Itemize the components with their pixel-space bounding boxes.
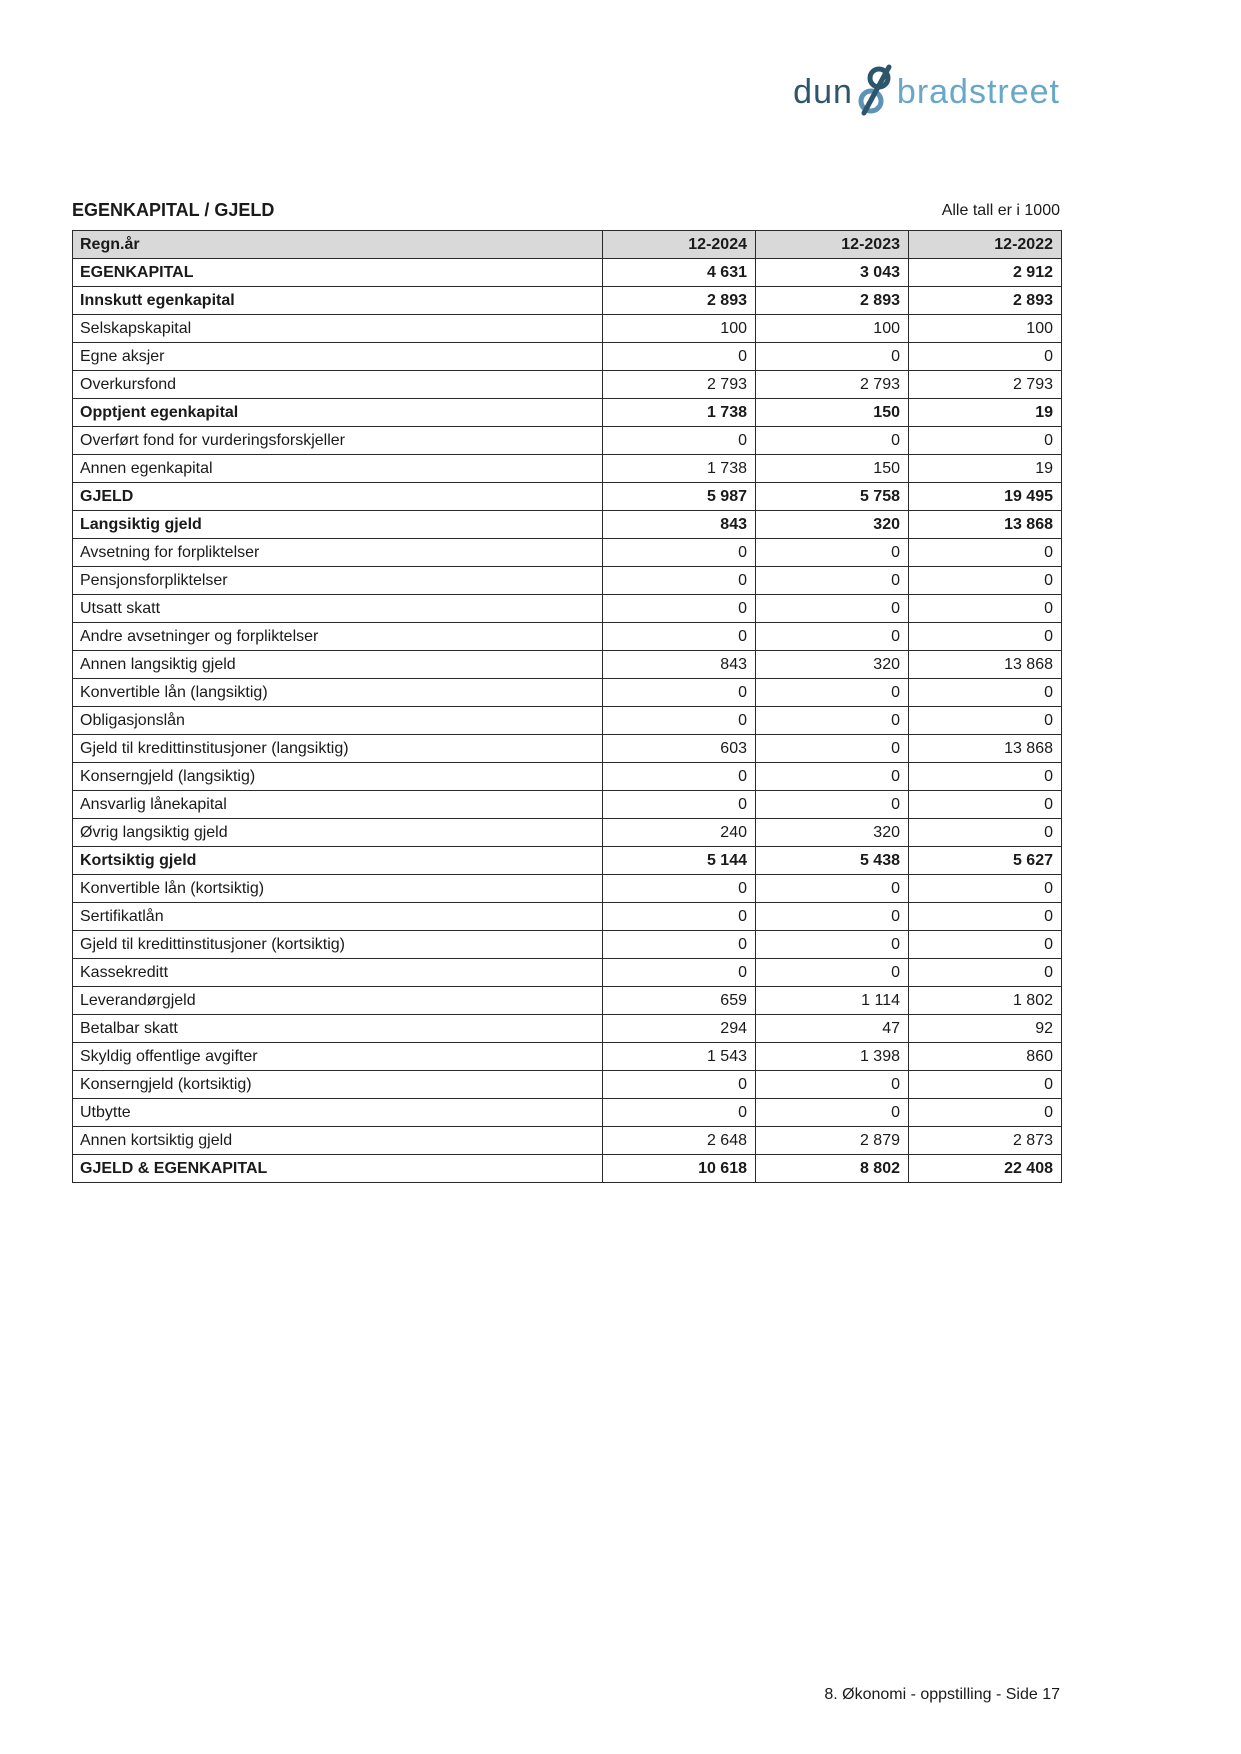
table-row	[73, 763, 1062, 791]
row-value: 2 793	[756, 371, 909, 399]
table-row	[73, 259, 1062, 287]
row-value: 0	[756, 931, 909, 959]
table-row	[73, 483, 1062, 511]
row-value: 1 738	[603, 455, 756, 483]
row-label: Obligasjonslån	[73, 707, 603, 735]
row-value: 5 987	[603, 483, 756, 511]
row-label: Konvertible lån (langsiktig)	[73, 679, 603, 707]
row-value: 0	[603, 1099, 756, 1127]
row-value: 0	[909, 819, 1062, 847]
row-value: 2 893	[909, 287, 1062, 315]
row-value: 0	[909, 791, 1062, 819]
table-row	[73, 1099, 1062, 1127]
row-value: 0	[909, 623, 1062, 651]
row-value: 100	[603, 315, 756, 343]
row-value: 1 398	[756, 1043, 909, 1071]
header-year-cell: 12-2024	[603, 231, 756, 259]
row-label: Utsatt skatt	[73, 595, 603, 623]
row-value: 0	[756, 735, 909, 763]
table-row	[73, 819, 1062, 847]
row-label: Konserngjeld (langsiktig)	[73, 763, 603, 791]
row-value: 0	[756, 567, 909, 595]
row-value: 0	[909, 875, 1062, 903]
row-value: 603	[603, 735, 756, 763]
row-value: 320	[756, 511, 909, 539]
row-value: 2 912	[909, 259, 1062, 287]
row-label: Selskapskapital	[73, 315, 603, 343]
row-value: 100	[756, 315, 909, 343]
table-row	[73, 623, 1062, 651]
row-value: 0	[603, 959, 756, 987]
row-value: 0	[909, 1071, 1062, 1099]
row-label: GJELD & EGENKAPITAL	[73, 1155, 603, 1183]
row-value: 4 631	[603, 259, 756, 287]
row-label: Gjeld til kredittinstitusjoner (langsiktig)	[73, 735, 603, 763]
row-value: 0	[603, 1071, 756, 1099]
table-body	[73, 259, 1062, 1183]
row-value: 0	[603, 595, 756, 623]
row-value: 0	[603, 343, 756, 371]
row-value: 320	[756, 651, 909, 679]
row-value: 0	[756, 959, 909, 987]
row-value: 0	[909, 679, 1062, 707]
row-value: 0	[603, 903, 756, 931]
row-label: Annen kortsiktig gjeld	[73, 1127, 603, 1155]
row-value: 22 408	[909, 1155, 1062, 1183]
row-label: Utbytte	[73, 1099, 603, 1127]
row-label: Gjeld til kredittinstitusjoner (kortsiktig)	[73, 931, 603, 959]
table-header-row	[73, 231, 1062, 259]
row-value: 3 043	[756, 259, 909, 287]
table-row	[73, 1043, 1062, 1071]
header-year-cell: 12-2023	[756, 231, 909, 259]
table-row	[73, 567, 1062, 595]
table-row	[73, 679, 1062, 707]
table-row	[73, 511, 1062, 539]
table-row	[73, 847, 1062, 875]
row-value: 0	[909, 427, 1062, 455]
row-value: 13 868	[909, 511, 1062, 539]
row-value: 0	[909, 539, 1062, 567]
header-label-cell: Regn.år	[73, 231, 603, 259]
row-value: 1 802	[909, 987, 1062, 1015]
row-value: 0	[909, 931, 1062, 959]
table-row	[73, 1015, 1062, 1043]
row-label: Opptjent egenkapital	[73, 399, 603, 427]
table-row	[73, 903, 1062, 931]
row-label: EGENKAPITAL	[73, 259, 603, 287]
row-value: 0	[756, 763, 909, 791]
row-value: 0	[909, 959, 1062, 987]
row-value: 2 873	[909, 1127, 1062, 1155]
row-value: 240	[603, 819, 756, 847]
table-row	[73, 987, 1062, 1015]
row-label: Egne aksjer	[73, 343, 603, 371]
row-label: Overkursfond	[73, 371, 603, 399]
table-row	[73, 371, 1062, 399]
row-value: 2 793	[909, 371, 1062, 399]
row-value: 0	[603, 623, 756, 651]
row-value: 0	[756, 1071, 909, 1099]
row-label: Kortsiktig gjeld	[73, 847, 603, 875]
table-row	[73, 651, 1062, 679]
row-value: 0	[756, 707, 909, 735]
page-title: EGENKAPITAL / GJELD	[72, 200, 275, 220]
row-value: 843	[603, 511, 756, 539]
row-value: 0	[909, 595, 1062, 623]
row-label: Innskutt egenkapital	[73, 287, 603, 315]
row-label: Øvrig langsiktig gjeld	[73, 819, 603, 847]
row-value: 5 438	[756, 847, 909, 875]
row-value: 0	[603, 567, 756, 595]
table-row	[73, 959, 1062, 987]
table-row	[73, 399, 1062, 427]
row-label: Annen langsiktig gjeld	[73, 651, 603, 679]
row-label: Overført fond for vurderingsforskjeller	[73, 427, 603, 455]
row-value: 47	[756, 1015, 909, 1043]
row-value: 0	[756, 427, 909, 455]
row-value: 0	[603, 679, 756, 707]
table-row	[73, 1127, 1062, 1155]
row-value: 19	[909, 399, 1062, 427]
row-value: 2 893	[756, 287, 909, 315]
row-label: Pensjonsforpliktelser	[73, 567, 603, 595]
table-row	[73, 315, 1062, 343]
row-value: 0	[909, 1099, 1062, 1127]
row-value: 0	[603, 707, 756, 735]
table-row	[73, 931, 1062, 959]
units-note: Alle tall er i 1000	[941, 202, 1060, 219]
row-value: 13 868	[909, 651, 1062, 679]
row-value: 0	[603, 875, 756, 903]
table-row	[73, 595, 1062, 623]
row-value: 0	[909, 343, 1062, 371]
row-value: 0	[756, 1099, 909, 1127]
row-value: 0	[756, 679, 909, 707]
table-row	[73, 287, 1062, 315]
table-row	[73, 1155, 1062, 1183]
row-value: 1 114	[756, 987, 909, 1015]
row-label: Avsetning for forpliktelser	[73, 539, 603, 567]
row-value: 0	[603, 791, 756, 819]
balance-table	[72, 230, 1062, 1183]
table-row	[73, 539, 1062, 567]
row-value: 19 495	[909, 483, 1062, 511]
table-row	[73, 1071, 1062, 1099]
table-row	[73, 427, 1062, 455]
row-label: Skyldig offentlige avgifter	[73, 1043, 603, 1071]
row-value: 0	[909, 903, 1062, 931]
row-value: 1 738	[603, 399, 756, 427]
row-label: Konvertible lån (kortsiktig)	[73, 875, 603, 903]
row-label: Andre avsetninger og forpliktelser	[73, 623, 603, 651]
row-value: 0	[603, 539, 756, 567]
row-label: Konserngjeld (kortsiktig)	[73, 1071, 603, 1099]
row-value: 2 893	[603, 287, 756, 315]
row-value: 1 543	[603, 1043, 756, 1071]
row-value: 0	[909, 763, 1062, 791]
row-value: 659	[603, 987, 756, 1015]
row-value: 0	[756, 595, 909, 623]
table-row	[73, 875, 1062, 903]
row-value: 5 758	[756, 483, 909, 511]
row-value: 0	[603, 427, 756, 455]
table-row	[73, 455, 1062, 483]
row-value: 320	[756, 819, 909, 847]
row-value: 19	[909, 455, 1062, 483]
row-label: Kassekreditt	[73, 959, 603, 987]
row-label: Betalbar skatt	[73, 1015, 603, 1043]
page-footer: 8. Økonomi - oppstilling - Side 17	[824, 1686, 1060, 1703]
row-value: 0	[603, 763, 756, 791]
row-label: Sertifikatlån	[73, 903, 603, 931]
row-value: 0	[756, 791, 909, 819]
row-value: 5 627	[909, 847, 1062, 875]
row-value: 0	[756, 623, 909, 651]
brand-logo	[793, 66, 1060, 118]
row-value: 100	[909, 315, 1062, 343]
row-value: 0	[756, 903, 909, 931]
row-value: 8 802	[756, 1155, 909, 1183]
table-row	[73, 735, 1062, 763]
row-value: 2 648	[603, 1127, 756, 1155]
table-row	[73, 707, 1062, 735]
row-label: GJELD	[73, 483, 603, 511]
table-row	[73, 343, 1062, 371]
row-value: 0	[756, 875, 909, 903]
row-value: 92	[909, 1015, 1062, 1043]
row-value: 860	[909, 1043, 1062, 1071]
row-value: 0	[603, 931, 756, 959]
row-value: 294	[603, 1015, 756, 1043]
row-value: 10 618	[603, 1155, 756, 1183]
row-value: 0	[756, 539, 909, 567]
row-value: 0	[909, 567, 1062, 595]
row-value: 13 868	[909, 735, 1062, 763]
row-value: 0	[756, 343, 909, 371]
logo-text-dun: dun	[793, 73, 853, 111]
logo-text-bradstreet: bradstreet	[896, 73, 1060, 111]
row-label: Annen egenkapital	[73, 455, 603, 483]
ampersand-logo-icon	[855, 64, 895, 116]
header-year-cell: 12-2022	[909, 231, 1062, 259]
row-value: 0	[909, 707, 1062, 735]
row-value: 2 879	[756, 1127, 909, 1155]
row-label: Langsiktig gjeld	[73, 511, 603, 539]
table-row	[73, 791, 1062, 819]
row-label: Ansvarlig lånekapital	[73, 791, 603, 819]
row-value: 2 793	[603, 371, 756, 399]
row-value: 843	[603, 651, 756, 679]
row-value: 150	[756, 399, 909, 427]
row-value: 150	[756, 455, 909, 483]
row-label: Leverandørgjeld	[73, 987, 603, 1015]
row-value: 5 144	[603, 847, 756, 875]
